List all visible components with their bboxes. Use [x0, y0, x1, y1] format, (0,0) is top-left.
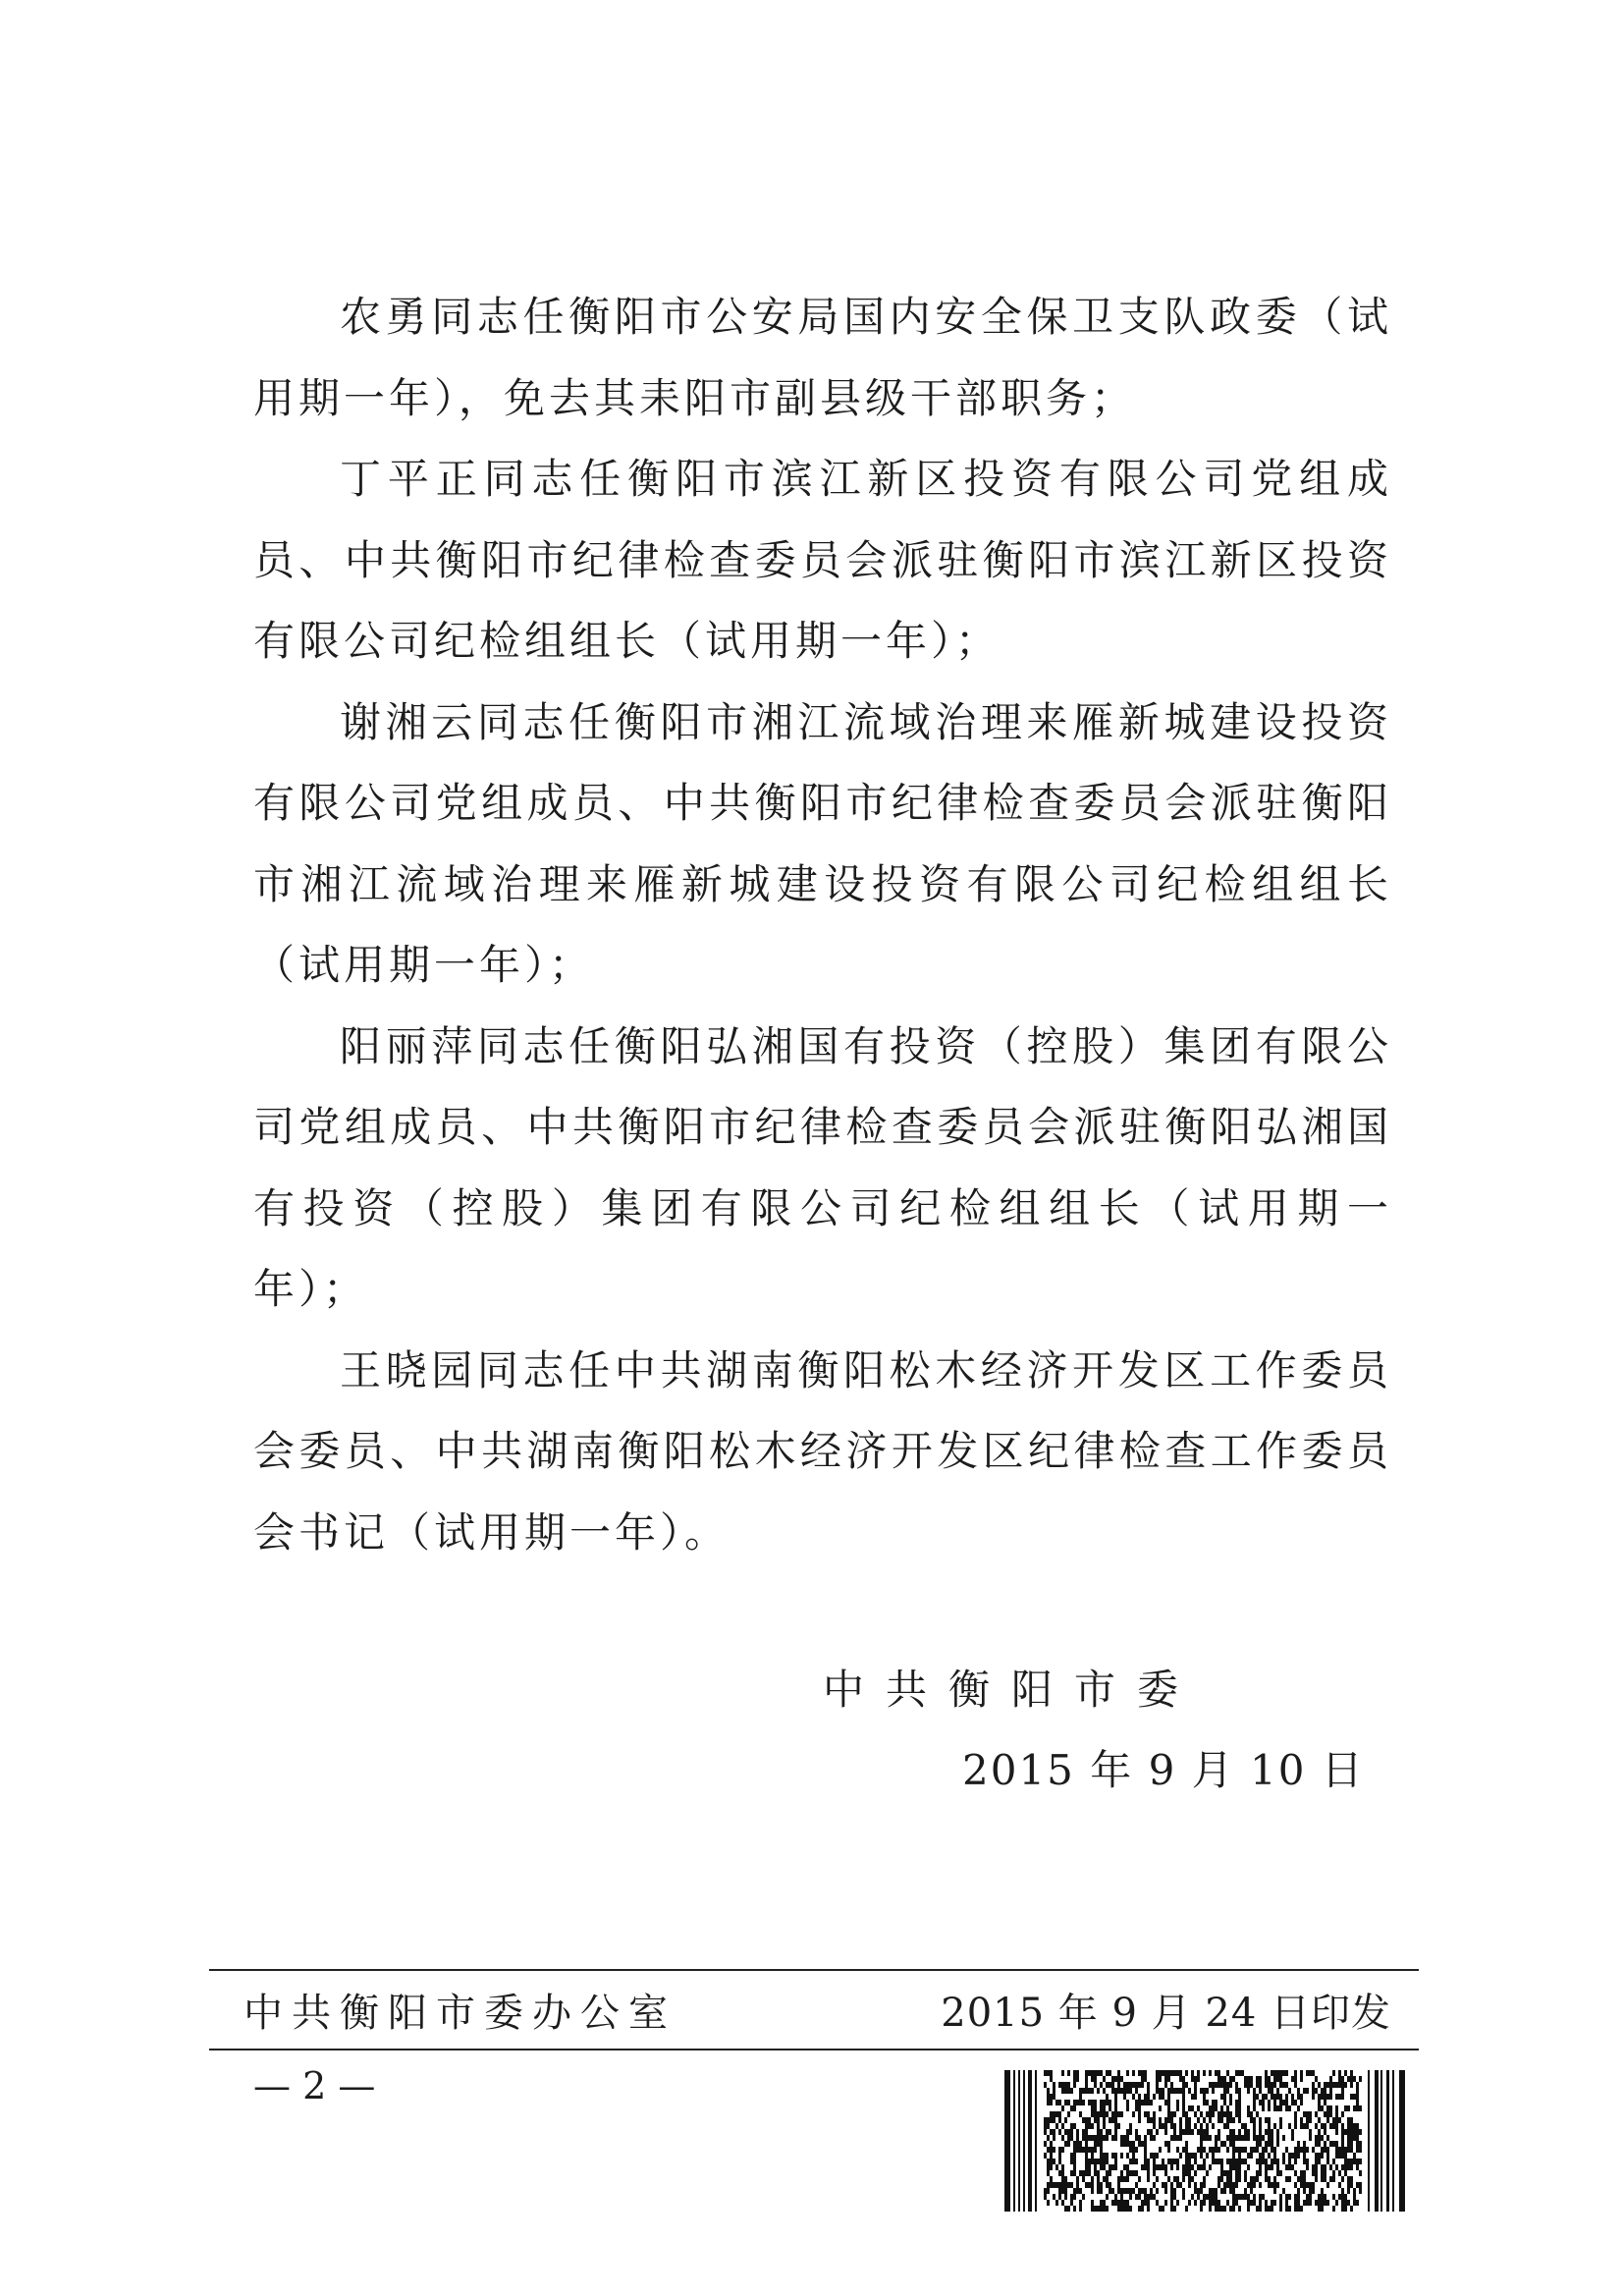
appointment-paragraph-3: 谢湘云同志任衡阳市湘江流域治理来雁新城建设投资有限公司党组成员、中共衡阳市纪律检查委员会派驻衡阳市湘江流域治理来雁新城建设投资有限公司纪检组组长（试用期一年）；	[253, 697, 1392, 989]
appointment-paragraph-5: 王晓园同志任中共湖南衡阳松木经济开发区工作委员会委员、中共湖南衡阳松木经济开发区纪律检查工作委员会书记（试用期一年）。	[253, 1345, 1392, 1557]
signature-date: 2015 年 9 月 10 日	[962, 1746, 1365, 1794]
barcode-2d-icon	[1004, 2070, 1405, 2212]
appointment-paragraph-1: 农勇同志任衡阳市公安局国内安全保卫支队政委（试用期一年），免去其耒阳市副县级干部职务；	[253, 293, 1392, 422]
footer-issue-date: 2015 年 9 月 24 日印发	[941, 1991, 1391, 2036]
page-number: — 2 —	[253, 2064, 376, 2107]
document-body	[253, 277, 1392, 1573]
footer-top-rule	[209, 1969, 1419, 1971]
appointment-paragraph-2: 丁平正同志任衡阳市滨江新区投资有限公司党组成员、中共衡阳市纪律检查委员会派驻衡阳市滨江新区投资有限公司纪检组组长（试用期一年）；	[253, 455, 1392, 665]
signature-organization: 中共衡阳市委	[823, 1666, 1201, 1714]
appointment-paragraph-4: 阳丽萍同志任衡阳弘湘国有投资（控股）集团有限公司党组成员、中共衡阳市纪律检查委员会派驻衡阳弘湘国有投资（控股）集团有限公司纪检组组长（试用期一年）；	[253, 1021, 1392, 1313]
footer-bottom-rule	[209, 2049, 1419, 2050]
footer-issuer: 中共衡阳市委办公室	[243, 1991, 676, 2036]
